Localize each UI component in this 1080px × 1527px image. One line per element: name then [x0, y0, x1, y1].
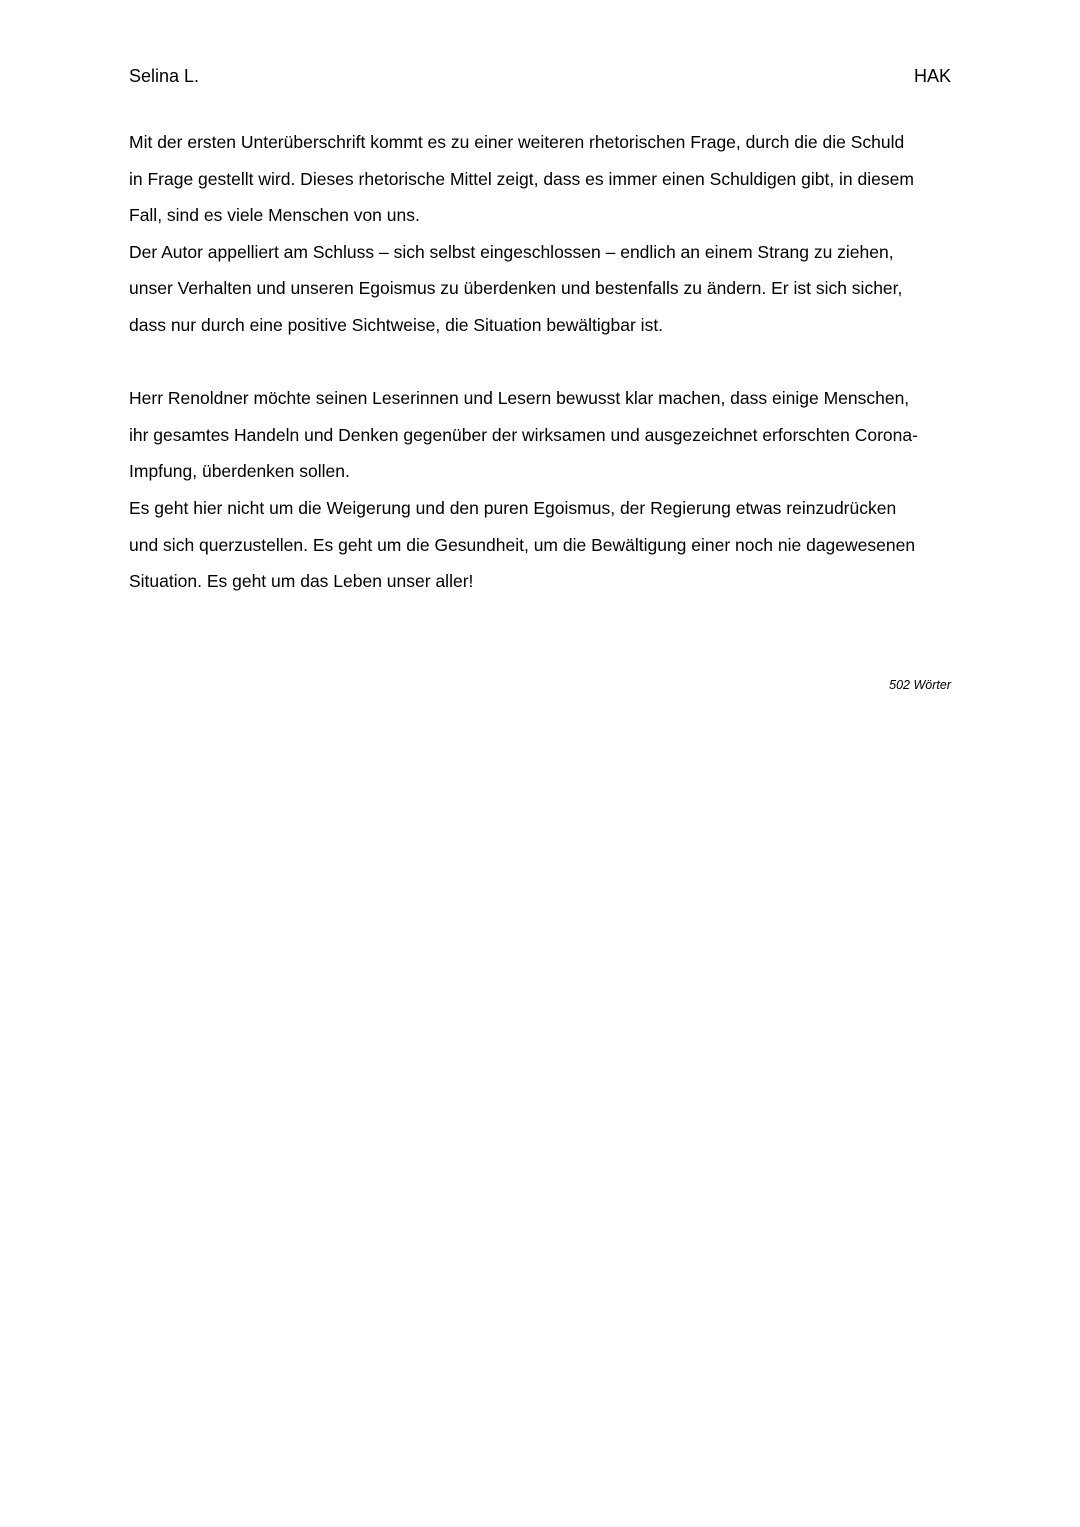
- text-line: Impfung, überdenken sollen.: [129, 461, 350, 482]
- text-line: Der Autor appelliert am Schluss – sich selbst eingeschlossen – endlich an einem Strang zu ziehen,: [129, 241, 894, 262]
- paragraph-4: [129, 490, 954, 600]
- text-line: ihr gesamtes Handeln und Denken gegenüber der wirksamen und ausgezeichnet erforschten Corona-: [129, 424, 918, 445]
- text-line: unser Verhalten und unseren Egoismus zu überdenken und bestenfalls zu ändern. Er ist sich sicher,: [129, 278, 903, 299]
- word-count: 502 Wörter: [889, 678, 951, 692]
- document-body: [129, 124, 954, 600]
- paragraph-gap: [129, 344, 954, 381]
- text-line: Situation. Es geht um das Leben unser aller!: [129, 571, 474, 592]
- text-line: Fall, sind es viele Menschen von uns.: [129, 205, 420, 226]
- header-author: Selina L.: [129, 66, 200, 86]
- paragraph-3: [129, 380, 954, 490]
- text-line: Herr Renoldner möchte seinen Leserinnen und Lesern bewusst klar machen, dass einige Menschen,: [129, 388, 910, 409]
- header-school: HAK: [913, 66, 951, 86]
- text-line: und sich querzustellen. Es geht um die Gesundheit, um die Bewältigung einer noch nie dagewesenen: [129, 534, 916, 555]
- paragraph-1: [129, 124, 954, 234]
- text-line: dass nur durch eine positive Sichtweise, die Situation bewältigbar ist.: [129, 314, 664, 335]
- text-line: Es geht hier nicht um die Weigerung und den puren Egoismus, der Regierung etwas reinzudrücken: [129, 497, 897, 518]
- paragraph-2: [129, 234, 954, 344]
- text-line: Mit der ersten Unterüberschrift kommt es zu einer weiteren rhetorischen Frage, durch die die Schuld: [129, 132, 905, 152]
- page-header: [129, 64, 951, 88]
- text-line: in Frage gestellt wird. Dieses rhetorische Mittel zeigt, dass es immer einen Schuldigen gibt, in diesem: [129, 168, 914, 189]
